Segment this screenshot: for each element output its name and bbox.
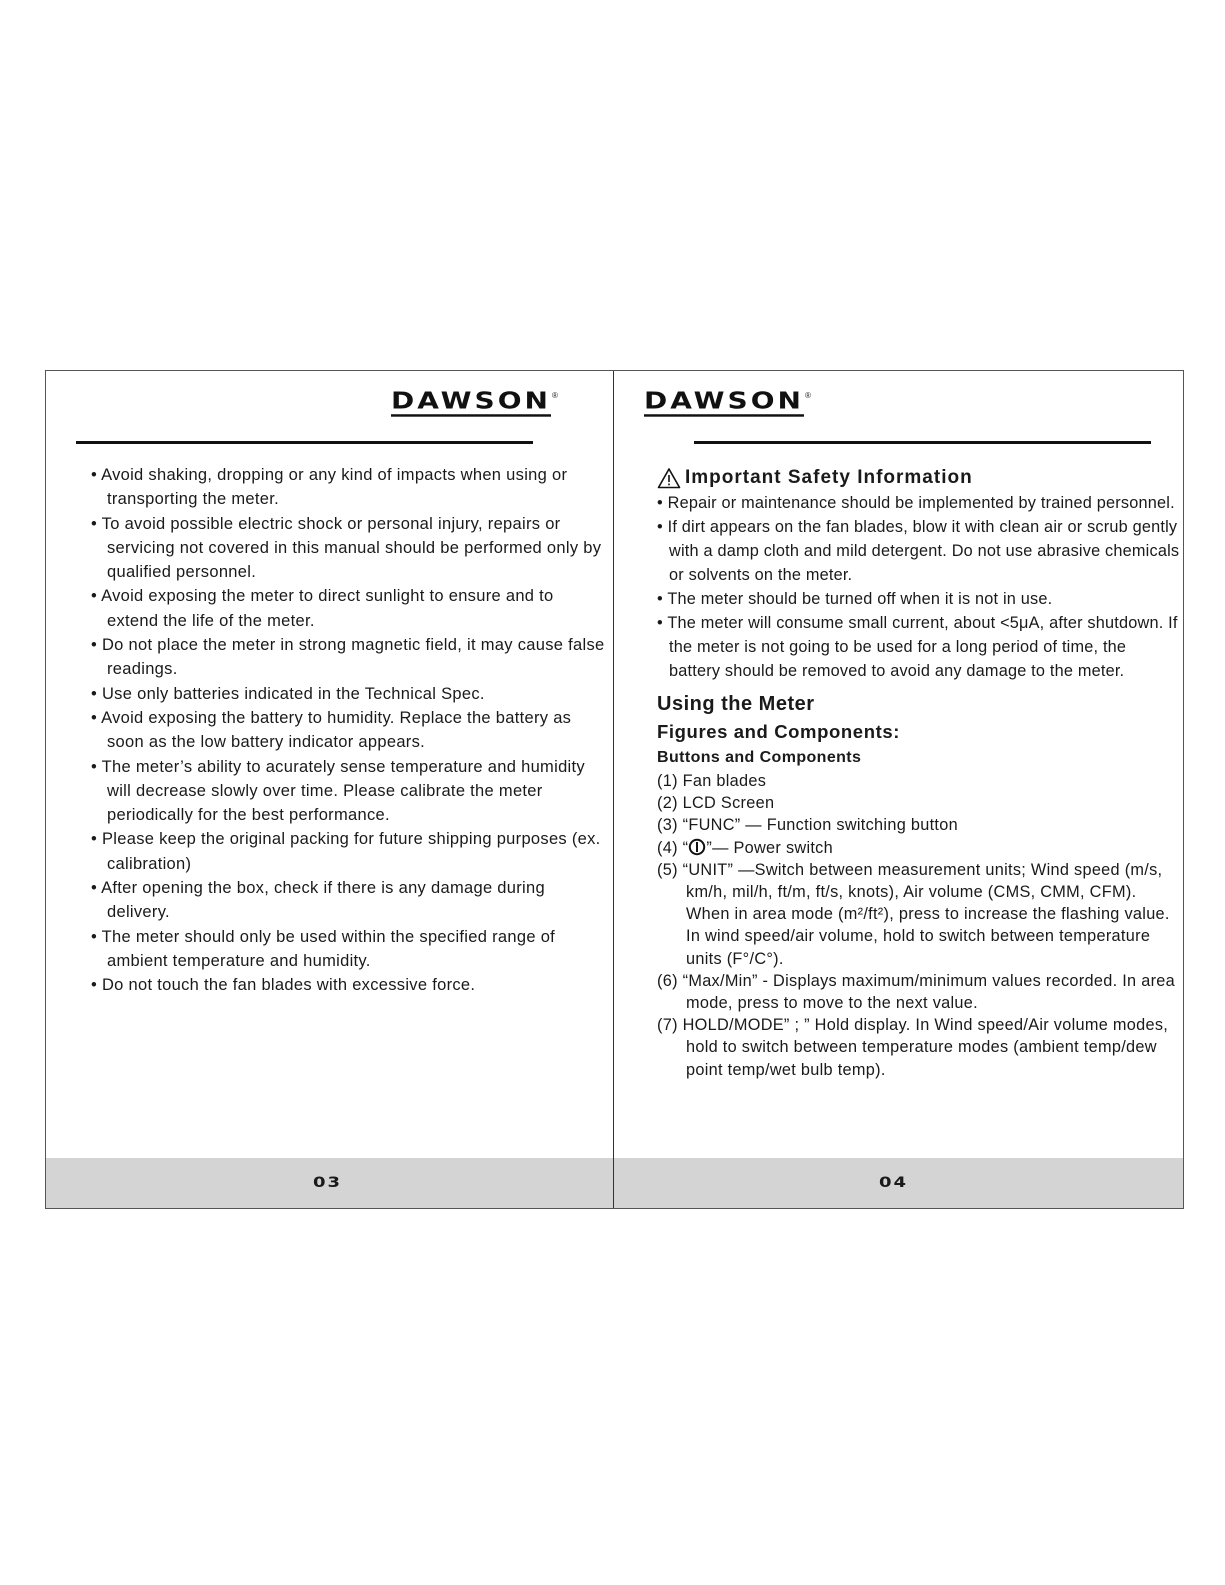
components-list — [657, 770, 1182, 1081]
list-item: • The meter will consume small current, about <5μA, after shutdown. If the meter is not going to be used for a long period of time, the battery should be removed to avoid any damage to the meter. — [657, 611, 1182, 683]
brand-logo — [644, 388, 811, 423]
list-item: • Use only batteries indicated in the Technical Spec. — [91, 682, 606, 706]
page-footer — [46, 1158, 613, 1208]
component-suffix: ”— Power switch — [706, 838, 833, 857]
page-footer — [614, 1158, 1183, 1208]
list-item: • To avoid possible electric shock or personal injury, repairs or servicing not covered in this manual should be performed only by qualified personnel. — [91, 512, 606, 585]
list-item: (7) HOLD/MODE” ; ” Hold display. In Wind speed/Air volume modes, hold to switch between temperature modes (ambient temp/dew point temp/wet bulb temp). — [657, 1016, 1169, 1079]
list-item: • Do not touch the fan blades with excessive force. — [91, 973, 606, 997]
list-item: (2) LCD Screen — [657, 794, 775, 813]
right-content — [657, 465, 1182, 1081]
using-heading: Using the Meter — [657, 693, 815, 715]
list-item: • The meter’s ability to acurately sense temperature and humidity will decrease slowly over time. Please calibrate the meter periodically for the best performance. — [91, 755, 606, 828]
safety-list — [657, 491, 1182, 683]
brand-logo-text: DAWSON — [391, 388, 551, 417]
page-right — [614, 371, 1183, 1208]
page-number: 03 — [313, 1174, 343, 1191]
list-item — [657, 837, 1182, 859]
list-item: (3) “FUNC” — Function switching button — [657, 816, 958, 835]
list-item: • Please keep the original packing for future shipping purposes (ex. calibration) — [91, 827, 606, 876]
list-item: • The meter should be turned off when it is not in use. — [657, 587, 1182, 611]
list-item: • Avoid shaking, dropping or any kind of impacts when using or transporting the meter. — [91, 463, 606, 512]
list-item: • Avoid exposing the meter to direct sunlight to ensure and to extend the life of the meter. — [91, 584, 606, 633]
brand-logo-text: DAWSON — [644, 388, 804, 417]
list-item: (5) “UNIT” —Switch between measurement units; Wind speed (m/s, km/h, mil/h, ft/m, ft/s, knots), Air volume (CMS, CMM, CFM). When in area mode (m²/ft²), press to increase the flashing value. In wind speed/air volume, hold to switch between temperature units (F°/C°). — [657, 860, 1170, 968]
figures-heading: Figures and Components: — [657, 721, 900, 742]
warning-icon — [657, 467, 681, 489]
list-item: (1) Fan blades — [657, 772, 767, 790]
buttons-heading: Buttons and Components — [657, 749, 862, 766]
list-item: • The meter should only be used within the specified range of ambient temperature and humidity. — [91, 925, 606, 974]
brand-logo — [391, 388, 558, 423]
list-item: • Avoid exposing the battery to humidity. Replace the battery as soon as the low battery indicator appears. — [91, 706, 606, 755]
page-number: 04 — [879, 1174, 909, 1191]
header-rule — [694, 441, 1151, 444]
component-prefix: (4) “ — [657, 838, 689, 857]
list-item: • After opening the box, check if there is any damage during delivery. — [91, 876, 606, 925]
header-rule — [76, 441, 533, 444]
list-item: (6) “Max/Min” - Displays maximum/minimum values recorded. In area mode, press to move to the next value. — [657, 971, 1176, 1013]
safety-heading — [657, 465, 1182, 491]
list-item: • Do not place the meter in strong magnetic field, it may cause false readings. — [91, 633, 606, 682]
manual-spread — [45, 370, 1184, 1209]
list-item: • If dirt appears on the fan blades, blow it with clean air or scrub gently with a damp cloth and mild detergent. Do not use abrasive chemicals or solvents on the meter. — [657, 515, 1182, 587]
precautions-list — [91, 463, 606, 998]
list-item: • Repair or maintenance should be implemented by trained personnel. — [657, 491, 1182, 515]
registered-mark: ® — [804, 391, 811, 400]
safety-heading-text: Important Safety Information — [685, 467, 973, 488]
power-icon — [688, 838, 706, 856]
page-left — [46, 371, 614, 1208]
registered-mark: ® — [551, 391, 558, 400]
